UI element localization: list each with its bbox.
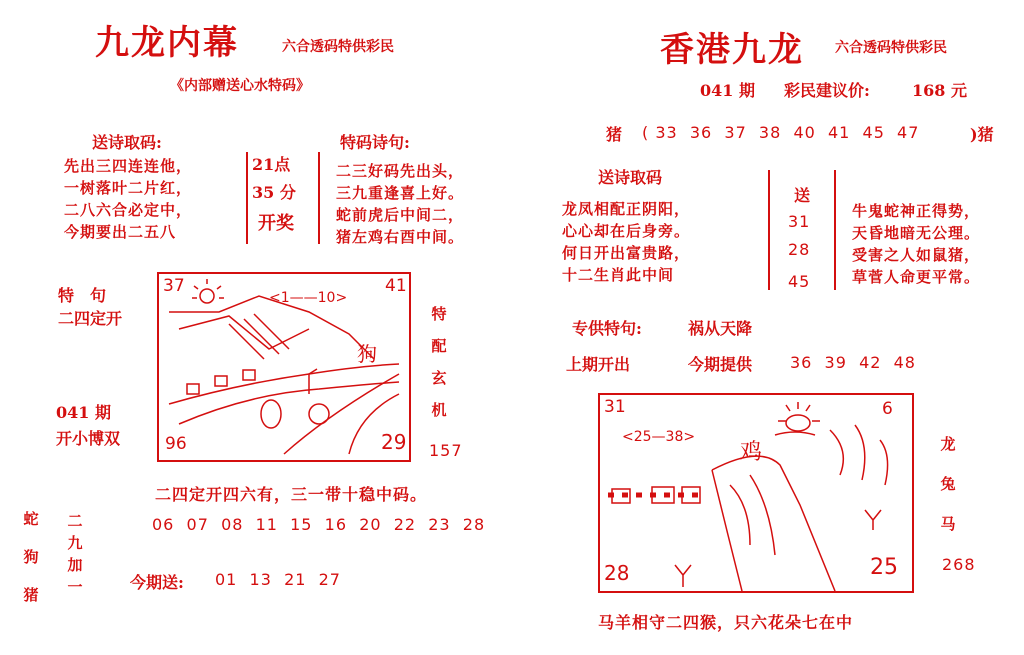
right-side-number: 268: [942, 555, 976, 574]
divider: [318, 152, 320, 244]
poem-line: 十二生肖此中间: [562, 266, 675, 284]
box-top-right-number: 6: [882, 399, 893, 419]
side-char: 特: [431, 305, 447, 323]
send-box-number: 45: [788, 272, 811, 291]
send-box-number: 28: [788, 240, 811, 259]
send-box-number: 31: [788, 212, 811, 231]
poem-line: 猪左鸡右酉中间。: [336, 228, 465, 246]
pig-left: 猪: [606, 125, 623, 144]
left-poem2-heading: 特码诗句:: [340, 133, 410, 152]
poem-line: 牛鬼蛇神正得势，: [852, 202, 981, 220]
box-range: <1——10>: [269, 290, 348, 306]
divider: [246, 152, 248, 244]
box-range: <25—38>: [622, 429, 696, 445]
zodiac-char: 蛇: [23, 510, 39, 528]
note-char: 二: [67, 512, 83, 530]
right-bottom-line: 马羊相守二四猴，只六花朵七在中: [598, 613, 854, 632]
draw-label: 开奖: [258, 213, 294, 234]
poem-line: 今期要出二五八: [64, 223, 177, 241]
side-number: 157: [429, 441, 463, 460]
poem-line: 二八六合必定中，: [64, 201, 193, 219]
price-label: 彩民建议价:: [784, 81, 870, 100]
issue-note: 开小博双: [56, 429, 121, 448]
poem-line: 草菅人命更平常。: [852, 268, 981, 286]
special-label: 特 句: [58, 286, 107, 305]
left-tagline: 《内部赠送心水特码》: [170, 78, 310, 94]
box-bottom-left-number: 96: [165, 434, 187, 454]
draw-time-minute: 35 分: [252, 183, 296, 202]
note-char: 九: [67, 534, 83, 552]
right-poem2: [852, 200, 980, 288]
note-column: [64, 510, 86, 598]
side-char: 龙: [940, 435, 956, 453]
poem-line: 何日开出富贵路，: [562, 244, 691, 262]
poem-line: 心心却在后身旁。: [562, 222, 691, 240]
provide-numbers: 36 39 42 48: [790, 353, 916, 372]
issue-number: 041 期: [56, 403, 111, 422]
side-char: 机: [431, 401, 447, 419]
side-char: 配: [431, 337, 447, 355]
send-numbers: 01 13 21 27: [215, 570, 341, 589]
zodiac-char: 狗: [23, 548, 39, 566]
draw-time-hour: 21点: [252, 155, 291, 174]
box-word: 鸡: [740, 440, 763, 465]
poem-line: 先出三四连连他，: [64, 157, 193, 175]
box-bottom-right-number: 29: [381, 430, 407, 454]
poem-line: 三九重逢喜上好。: [336, 184, 465, 202]
side-char: 玄: [431, 369, 447, 387]
box-top-left-number: 31: [604, 397, 626, 417]
divider: [768, 170, 770, 290]
special-value: 二四定开: [58, 309, 123, 328]
price-value: 168 元: [912, 81, 967, 100]
right-special-label: 专供特句:: [572, 319, 642, 338]
box-bottom-right-number: 25: [870, 555, 898, 580]
left-title: 九龙内幕: [95, 23, 239, 63]
zodiac-char: 猪: [23, 586, 39, 604]
pig-right: )猪: [970, 125, 994, 144]
note-char: 一: [67, 578, 83, 596]
right-special-value: 祸从天降: [688, 319, 753, 338]
poem-line: 一树落叶二片红，: [64, 179, 193, 197]
left-poem2: [336, 160, 464, 248]
poem-line: 二三好码先出头，: [336, 162, 465, 180]
left-bottom-line: 二四定开四六有，三一带十稳中码。: [155, 485, 428, 504]
poem-line: 龙凤相配正阴阳，: [562, 200, 691, 218]
number-list: 06 07 08 11 15 16 20 22 23 28: [152, 515, 486, 534]
side-char: 兔: [940, 475, 956, 493]
right-picture-box: [598, 393, 914, 593]
note-char: 加: [67, 556, 83, 574]
send-box-label: 送: [794, 186, 811, 205]
provide-label: 今期提供: [688, 355, 753, 374]
left-picture-box: [157, 272, 411, 462]
right-side-vertical-text: [937, 424, 959, 544]
hand-drawing: [600, 395, 912, 591]
zodiac-column: [20, 500, 42, 614]
side-vertical-text: [428, 298, 450, 426]
side-char: 马: [940, 515, 956, 533]
box-top-left-number: 37: [163, 276, 185, 296]
left-subtitle: 六合透码特供彩民: [282, 39, 394, 55]
poem-line: 蛇前虎后中间二，: [336, 206, 465, 224]
box-bottom-left-number: 28: [604, 561, 630, 585]
last-issue-label: 上期开出: [566, 355, 631, 374]
right-subtitle: 六合透码特供彩民: [835, 40, 947, 56]
left-poem: [64, 155, 192, 243]
box-word: 狗: [357, 342, 377, 366]
left-poem-heading: 送诗取码:: [92, 133, 162, 152]
divider: [834, 170, 836, 290]
pig-numbers: ( 33 36 37 38 40 41 45 47: [642, 123, 920, 142]
poem-line: 天昏地暗无公理。: [852, 224, 981, 242]
poem-line: 受害之人如鼠猪，: [852, 246, 981, 264]
right-poem: [562, 198, 690, 286]
right-poem-heading: 送诗取码: [598, 168, 663, 187]
send-label: 今期送:: [130, 573, 184, 592]
right-title: 香港九龙: [660, 30, 804, 70]
right-issue: 041 期: [700, 81, 755, 100]
box-top-right-number: 41: [385, 276, 407, 296]
